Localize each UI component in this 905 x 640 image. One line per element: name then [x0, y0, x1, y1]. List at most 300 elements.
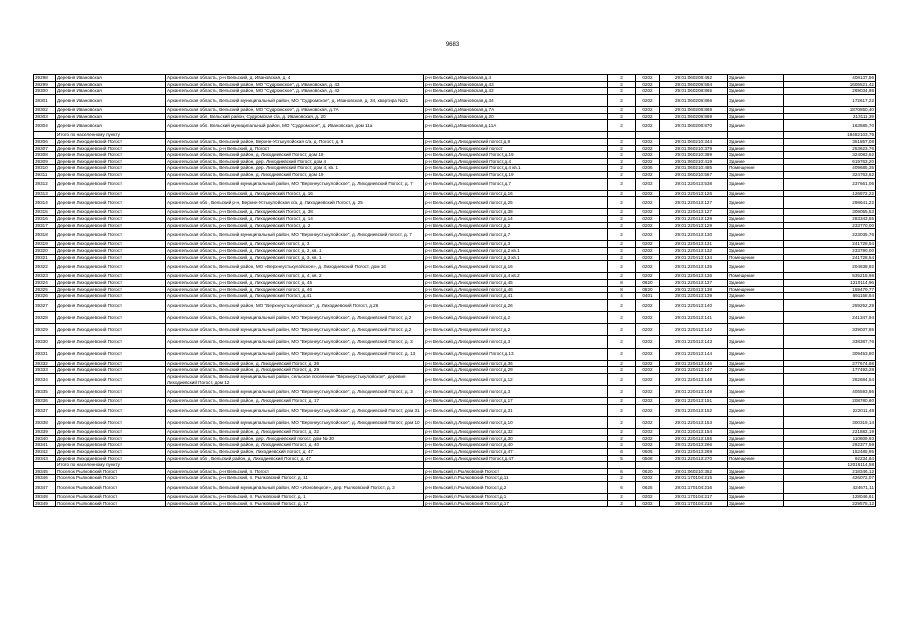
subgroup-cell: 0202 [636, 81, 660, 88]
table-row [34, 367, 876, 374]
subgroup-cell: 0820 [636, 286, 660, 293]
group-cell: 8 [608, 280, 636, 287]
group-cell [608, 462, 636, 469]
cadastral-number-cell: 29:01:060208:584 [660, 81, 728, 88]
row-number-cell: 39335 [34, 386, 56, 398]
subgroup-cell: 0202 [636, 348, 660, 360]
settlement-cell: Деревня Лиходиевский Погост [56, 386, 166, 398]
table-row [34, 324, 876, 336]
table-row [34, 94, 876, 106]
cadastral-number-cell: 29:01:220413:137 [660, 280, 728, 287]
cadastral-value-cell: 408137,56 [784, 75, 876, 82]
settlement-cell: Деревня Лиходиевский Погост [56, 261, 166, 273]
address-cell: Архангельская область, р-н Вельский, п. Рылковский Погост, д. 11 [166, 475, 424, 482]
row-number-cell: 39301 [34, 94, 56, 106]
cadastral-number-cell: 29:01:060208:869 [660, 113, 728, 120]
object-type-cell: Здание [728, 449, 784, 456]
subgroup-cell: 0202 [636, 500, 660, 507]
address-cell: Архангельская область, Вельский муниципальный район, МО "Верхнеустькулойское", д. Лиходиевский Погост, дом 10 [166, 417, 424, 429]
cadastral-value-cell: 292377,59 [784, 442, 876, 449]
address-cell: Архангельская область, р-н Вельский, д. Лиходиевский Погост, д. 14 [166, 216, 424, 223]
settlement-cell: Деревня Лиходиевский Погост [56, 197, 166, 209]
table-row [34, 248, 876, 255]
group-cell: 4 [608, 293, 636, 300]
subgroup-cell: 0508 [636, 455, 660, 462]
table-row [34, 152, 876, 159]
settlement-cell: Деревня Лиходиевский Погост [56, 229, 166, 241]
location-cell: р-н Вельский,д.Ивановская,д.20 [424, 113, 608, 120]
row-number-cell: 39304 [34, 120, 56, 132]
table-row [34, 229, 876, 241]
cadastral-number-cell: 29:01:170104:218 [660, 500, 728, 507]
row-number-cell: 39319 [34, 241, 56, 248]
object-type-cell: Здание [728, 88, 784, 95]
cadastral-number-cell: 29:01:060210:485 [660, 165, 728, 172]
row-number-cell: 39320 [34, 248, 56, 255]
settlement-cell: Деревня Лиходиевский Погост [56, 442, 166, 449]
row-number-cell: 39346 [34, 475, 56, 482]
cadastral-number-cell: 29:01:220413:153 [660, 417, 728, 429]
subgroup-cell: 0202 [636, 152, 660, 159]
cadastral-number-cell: 29:01:060208:462 [660, 75, 728, 82]
group-cell: 2 [608, 417, 636, 429]
cadastral-value-cell: 92234,84 [784, 455, 876, 462]
object-type-cell: Здание [728, 241, 784, 248]
group-cell: 2 [608, 152, 636, 159]
table-row [34, 261, 876, 273]
row-number-cell: 39334 [34, 373, 56, 385]
table-row [34, 311, 876, 323]
table-row [34, 299, 876, 311]
cadastral-value-cell: 152485,95 [784, 449, 876, 456]
settlement-cell: Деревня Ивановская [56, 94, 166, 106]
location-cell: р-н Вельский,д.Лиходиевский Погост,д.19 [424, 171, 608, 178]
cadastral-value-cell: 237661,06 [784, 178, 876, 190]
table-row [34, 468, 876, 475]
cadastral-value-cell: 222011,48 [784, 404, 876, 416]
table-row [34, 360, 876, 367]
row-number-cell: 39339 [34, 429, 56, 436]
cadastral-number-cell: 29:01:220413:126 [660, 190, 728, 197]
settlement-cell: Поселок Рылковский Погост [56, 475, 166, 482]
location-cell: р-н Вельский,д.Лиходиевский погост,д.36 [424, 360, 608, 367]
object-type-cell: Здание [728, 435, 784, 442]
table-row [34, 435, 876, 442]
table-row [34, 138, 876, 145]
settlement-cell: Деревня Лиходиевский Погост [56, 299, 166, 311]
group-cell: 2 [608, 216, 636, 223]
object-type-cell: Здание [728, 113, 784, 120]
location-cell: р-н Вельский,д.Лиходиевский погост,д.17 [424, 398, 608, 405]
cadastral-value-cell: 269034,98 [784, 88, 876, 95]
row-number-cell: 39340 [34, 435, 56, 442]
address-cell: Архангельская обл. Вельский муниципальный район, МО "Судромское", д. Ивановская, дом 11а [166, 120, 424, 132]
table-row [34, 348, 876, 360]
location-cell: р-н Вельский,п.Рылковский Погост,д.1 [424, 494, 608, 501]
address-cell: Архангельская область, Вельский район, д. Лиходиевский Погост, д. 40 [166, 442, 424, 449]
address-cell: Архангельская область, Вельский район, дер. Лиходиевский погост, дом № 30 [166, 435, 424, 442]
subgroup-cell: 0202 [636, 404, 660, 416]
location-cell: р-н Вельский,д.Лиходиевский Погост,д.4 [424, 158, 608, 165]
cadastral-value-cell: 213111,39 [784, 113, 876, 120]
subgroup-cell: 0202 [636, 190, 660, 197]
cadastral-value-cell: 324083,62 [784, 152, 876, 159]
subgroup-cell: 0202 [636, 158, 660, 165]
group-cell: 6 [608, 482, 636, 494]
subgroup-cell: 0206 [636, 165, 660, 172]
cadastral-value-cell: 426072,07 [784, 475, 876, 482]
cadastral-value-cell: 204638,92 [784, 261, 876, 273]
address-cell: Архангельская область, р-н Вельский, д. Лиходиевский Погост, д. 2 [166, 222, 424, 229]
row-number-cell: 39298 [34, 75, 56, 82]
table-row [34, 106, 876, 113]
location-cell: р-н Вельский,д.Лиходиевский погост,д.10 [424, 417, 608, 429]
group-cell: 2 [608, 248, 636, 255]
group-cell: 2 [608, 229, 636, 241]
settlement-cell: Деревня Лиходиевский Погост [56, 367, 166, 374]
cadastral-number-cell: 29:01:220413:147 [660, 367, 728, 374]
cadastral-number-cell: 29:01:220413:270 [660, 455, 728, 462]
cadastral-value-cell: 409685,35 [784, 165, 876, 172]
group-cell: 2 [608, 500, 636, 507]
group-cell: 2 [608, 386, 636, 398]
object-type-cell: Здание [728, 386, 784, 398]
cadastral-number-cell: 29:01:220413:140 [660, 299, 728, 311]
object-type-cell: Здание [728, 158, 784, 165]
cadastral-value-cell: 1210114,96 [784, 280, 876, 287]
table-row [34, 254, 876, 261]
table-row [34, 286, 876, 293]
object-type-cell: Помещение [728, 286, 784, 293]
address-cell [166, 462, 424, 469]
cadastral-number-cell: 29:01:220413:132 [660, 248, 728, 255]
cadastral-value-cell: 405593,86 [784, 386, 876, 398]
object-type-cell: Здание [728, 475, 784, 482]
subgroup-cell [636, 462, 660, 469]
location-cell: р-н Вельский,д.Лиходиевский Погост,д.19 [424, 152, 608, 159]
cadastral-value-cell: 18482103,75 [784, 132, 876, 139]
group-cell: 2 [608, 367, 636, 374]
row-number-cell: 39345 [34, 468, 56, 475]
address-cell: Архангельская область, Вельский муниципальный район, МО «Ионовецкое», дер. Рылковский Погост, д. 2 [166, 482, 424, 494]
row-number-cell: 39333 [34, 367, 56, 374]
object-type-cell: Здание [728, 373, 784, 385]
settlement-cell: Деревня Лиходиевский Погост [56, 209, 166, 216]
subgroup-cell: 0202 [636, 241, 660, 248]
cadastral-value-cell: 424671,11 [784, 482, 876, 494]
object-type-cell [728, 132, 784, 139]
subgroup-cell: 0202 [636, 324, 660, 336]
group-cell: 2 [608, 261, 636, 273]
settlement-cell: Деревня Ивановская [56, 81, 166, 88]
group-cell: 2 [608, 75, 636, 82]
cadastral-number-cell: 29:01:220413:135 [660, 261, 728, 273]
table-row [34, 216, 876, 223]
table-row [34, 398, 876, 405]
address-cell: Архангельская область, Вельский район, дер. Лиходиевский Погост, дом 4, кв. 1 [166, 165, 424, 172]
settlement-cell: Деревня Ивановская [56, 106, 166, 113]
cadastral-value-cell: 338387,76 [784, 336, 876, 348]
address-cell: Архангельская область, Вельский район, д. Лиходиевский Погост, д. 32 [166, 429, 424, 436]
settlement-cell: Итого по населенному пункту [56, 462, 166, 469]
settlement-cell: Деревня Лиходиевский Погост [56, 145, 166, 152]
subgroup-cell: 0202 [636, 273, 660, 280]
object-type-cell: Здание [728, 442, 784, 449]
cadastral-number-cell: 29:01:060208:870 [660, 120, 728, 132]
settlement-cell: Деревня Лиходиевский Погост [56, 449, 166, 456]
page-number: 9683 [445, 42, 460, 48]
row-number-cell: 39326 [34, 293, 56, 300]
cadastral-value-cell: 324763,62 [784, 171, 876, 178]
location-cell: р-н Вельский,д.Лиходиевский погост,д.25 [424, 197, 608, 209]
location-cell: р-н Вельский,д.Лиходиевский погост,д.2 кв.1 [424, 248, 608, 255]
cadastral-number-cell [660, 462, 728, 469]
location-cell [424, 462, 608, 469]
group-cell: 2 [608, 373, 636, 385]
settlement-cell: Деревня Лиходиевский Погост [56, 348, 166, 360]
table-row [34, 88, 876, 95]
location-cell: р-н Вельский,д.Лиходиевский погост,д.41 [424, 293, 608, 300]
subgroup-cell: 0202 [636, 120, 660, 132]
object-type-cell: Здание [728, 248, 784, 255]
location-cell: р-н Вельский,д.Лиходиевский погост [424, 145, 608, 152]
address-cell: Архангельская область, р-н Вельский, д. Лиходиевский погост, д. 3 [166, 241, 424, 248]
settlement-cell: Деревня Лиходиевский Погост [56, 190, 166, 197]
object-type-cell: Здание [728, 293, 784, 300]
group-cell: 2 [608, 398, 636, 405]
cadastral-number-cell: 29:01:220413:155 [660, 435, 728, 442]
subgroup-cell: 0202 [636, 429, 660, 436]
object-type-cell: Помещение [728, 165, 784, 172]
settlement-cell: Поселок Рылковский Погост [56, 482, 166, 494]
group-cell: 2 [608, 273, 636, 280]
object-type-cell: Здание [728, 81, 784, 88]
object-type-cell: Здание [728, 261, 784, 273]
settlement-cell: Деревня Лиходиевский Погост [56, 222, 166, 229]
object-type-cell: Здание [728, 94, 784, 106]
subgroup-cell: 0202 [636, 386, 660, 398]
object-type-cell: Здание [728, 367, 784, 374]
row-number-cell: 39322 [34, 261, 56, 273]
row-number-cell: 39310 [34, 165, 56, 172]
subgroup-cell: 0202 [636, 113, 660, 120]
table-row [34, 280, 876, 287]
table-row [34, 171, 876, 178]
table-row [34, 81, 876, 88]
settlement-cell: Деревня Лиходиевский Погост [56, 138, 166, 145]
table-row [34, 222, 876, 229]
address-cell: Архангельская область, Вельский район, МО "Судромское", д. Ивановская, д. 42 [166, 88, 424, 95]
object-type-cell: Здание [728, 417, 784, 429]
cadastral-number-cell: 29:01:220413:138 [660, 286, 728, 293]
settlement-cell: Деревня Лиходиевский Погост [56, 455, 166, 462]
subgroup-cell: 0202 [636, 209, 660, 216]
location-cell: р-н Вельский,д.Лиходиевский погост,д.30 [424, 435, 608, 442]
group-cell: 2 [608, 324, 636, 336]
address-cell: Архангельская область, Вельский район, Верхне-Устькулойская с/а, д. Погост, д. 9 [166, 138, 424, 145]
subgroup-cell: 0625 [636, 482, 660, 494]
location-cell: р-н Вельский,д.Лиходиевский погост,д.12 [424, 373, 608, 385]
location-cell: р-н Вельский,д.Лиходиевский Погост,д.4 кв.1 [424, 165, 608, 172]
cadastral-number-cell: 29:01:220413:128 [660, 216, 728, 223]
object-type-cell: Здание [728, 138, 784, 145]
settlement-cell: Деревня Лиходиевский Погост [56, 216, 166, 223]
settlement-cell: Деревня Ивановская [56, 88, 166, 95]
address-cell [166, 132, 424, 139]
row-number-cell: 39318 [34, 229, 56, 241]
subgroup-cell: 0202 [636, 261, 660, 273]
group-cell: 2 [608, 178, 636, 190]
location-cell: р-н Вельский,д.Ивановская,д.7А [424, 106, 608, 113]
location-cell: р-н Вельский,д.Лиходиевский погост,д.16 [424, 190, 608, 197]
cadastral-number-cell: 29:01:220413:144 [660, 348, 728, 360]
object-type-cell: Помещение [728, 254, 784, 261]
cadastral-number-cell: 29:01:220413:154 [660, 429, 728, 436]
group-cell: 2 [608, 209, 636, 216]
subgroup-cell: 0202 [636, 75, 660, 82]
row-number-cell: 39313 [34, 190, 56, 197]
cadastral-number-cell: 29:01:060208:865 [660, 88, 728, 95]
object-type-cell: Здание [728, 348, 784, 360]
group-cell: 2 [608, 81, 636, 88]
cadastral-number-cell: 29:01:220413:151 [660, 398, 728, 405]
cadastral-number-cell: 29:01:170104:216 [660, 482, 728, 494]
object-type-cell: Здание [728, 494, 784, 501]
location-cell: р-н Вельский,п.Рылковский Погост [424, 468, 608, 475]
cadastral-number-cell: 29:01:060210:419 [660, 158, 728, 165]
address-cell: Архангельская область, Вельский район, д. Лиходиевский Погост, д. 29 [166, 367, 424, 374]
group-cell: 2 [608, 171, 636, 178]
table-row [34, 500, 876, 507]
row-number-cell: 39332 [34, 360, 56, 367]
table-row [34, 429, 876, 436]
object-type-cell: Здание [728, 311, 784, 323]
address-cell: Архангельская область, Вельский район, д. Лиходиевский Погост, д. 36 [166, 360, 424, 367]
group-cell [608, 132, 636, 139]
row-number-cell: 39303 [34, 113, 56, 120]
address-cell: Архангельская область, р-н Вельский, д. Лиходиевский погост, д. 45 [166, 280, 424, 287]
location-cell: р-н Вельский,д.Лиходиевский Погост,д.7 [424, 178, 608, 190]
table-row [34, 158, 876, 165]
settlement-cell: Деревня Лиходиевский Погост [56, 324, 166, 336]
subgroup-cell: 0202 [636, 138, 660, 145]
table-row [34, 442, 876, 449]
address-cell: Архангельская область, Вельский муниципальный район, МО "Судромское", д. Ивановская, д. 34, квартира №21 [166, 94, 424, 106]
settlement-cell: Деревня Лиходиевский Погост [56, 273, 166, 280]
location-cell: р-н Вельский,д.Лиходиевский погост,д.4 кв.2 [424, 273, 608, 280]
object-type-cell: Помещение [728, 273, 784, 280]
object-type-cell: Здание [728, 190, 784, 197]
location-cell: р-н Вельский,д.Лиходиевский погост,д.2 [424, 311, 608, 323]
address-cell: Архангельская обл, Вельский район, Судромская с/а, д. Ивановская, д. 20 [166, 113, 424, 120]
subgroup-cell: 0202 [636, 178, 660, 190]
cadastral-number-cell: 29:01:220413:131 [660, 241, 728, 248]
settlement-cell: Деревня Ивановская [56, 120, 166, 132]
location-cell: р-н Вельский,д.Лиходиевский погост,д.2 [424, 324, 608, 336]
address-cell: Архангельская область, р-н Вельский, п. Рылковский Погост, д. 17 [166, 500, 424, 507]
subgroup-cell: 0202 [636, 248, 660, 255]
subgroup-cell: 0202 [636, 367, 660, 374]
row-number-cell: 39349 [34, 500, 56, 507]
location-cell: р-н Вельский,д.Лиходиевский погост,д.3 [424, 241, 608, 248]
row-number-cell: 39306 [34, 138, 56, 145]
subgroup-cell: 0202 [636, 216, 660, 223]
table-row [34, 404, 876, 416]
cadastral-number-cell: 29:01:060210:344 [660, 138, 728, 145]
settlement-cell: Поселок Рылковский Погост [56, 500, 166, 507]
settlement-cell: Деревня Лиходиевский Погост [56, 152, 166, 159]
cadastral-number-cell: 29:01:220413:149 [660, 386, 728, 398]
row-number-cell: 39337 [34, 404, 56, 416]
settlement-cell: Деревня Лиходиевский Погост [56, 254, 166, 261]
cadastral-value-cell: 172617,22 [784, 94, 876, 106]
table-row [34, 190, 876, 197]
location-cell: р-н Вельский,п.Рылковский Погост,д.2 [424, 482, 608, 494]
cadastral-value-cell: 221882,19 [784, 429, 876, 436]
object-type-cell: Здание [728, 500, 784, 507]
row-number-cell: 39347 [34, 482, 56, 494]
table-row [34, 373, 876, 385]
location-cell: р-н Вельский,д.Лиходиевский Погост,д.13 [424, 348, 608, 360]
address-cell: Архангельская область, р-н Вельский, п. Погост [166, 468, 424, 475]
address-cell: Архангельская область, Вельский муниципальный район, МО "Верхнеустькулойское", д. Лиходиевский Погост, д. 3 [166, 336, 424, 348]
table-row [34, 165, 876, 172]
location-cell: р-н Вельский,д.Лиходиевский погост,д.40 [424, 442, 608, 449]
cadastral-number-cell: 29:01:220413:129 [660, 222, 728, 229]
cadastral-number-cell: 29:01:060210:567 [660, 171, 728, 178]
object-type-cell: Здание [728, 336, 784, 348]
object-type-cell: Здание [728, 482, 784, 494]
location-cell: р-н Вельский,д.Лиходиевский Погост,д.47 [424, 455, 608, 462]
cadastral-value-cell: 339037,85 [784, 324, 876, 336]
object-type-cell: Здание [728, 324, 784, 336]
settlement-cell: Поселок Рылковский Погост [56, 468, 166, 475]
settlement-cell: Итого по населенному пункту [56, 132, 166, 139]
group-cell: 6 [608, 468, 636, 475]
group-cell: 2 [608, 435, 636, 442]
cadastral-value-cell: 309453,80 [784, 348, 876, 360]
location-cell: р-н Вельский,д.Лиходиевский погост,д.7 [424, 229, 608, 241]
settlement-cell: Поселок Рылковский Погост [56, 494, 166, 501]
subgroup-cell: 0202 [636, 417, 660, 429]
object-type-cell: Здание [728, 429, 784, 436]
subtotal-row [34, 132, 876, 139]
object-type-cell: Здание [728, 404, 784, 416]
cadastral-value-cell: 177493,28 [784, 367, 876, 374]
cadastral-value-cell: 283343,55 [784, 216, 876, 223]
subgroup-cell: 0202 [636, 197, 660, 209]
cadastral-number-cell: 29:01:170104:217 [660, 494, 728, 501]
address-cell: Архангельская область, Вельский район, д. Лиходиевский Погост, дом 19 [166, 171, 424, 178]
location-cell: р-н Вельский,д.Лиходиевский погост,д.14 [424, 216, 608, 223]
subgroup-cell: 0202 [636, 145, 660, 152]
cadastral-value-cell: 229575,12 [784, 500, 876, 507]
group-cell: 2 [608, 222, 636, 229]
settlement-cell: Деревня Лиходиевский Погост [56, 435, 166, 442]
table-row [34, 475, 876, 482]
subgroup-cell: 0202 [636, 494, 660, 501]
object-type-cell: Здание [728, 222, 784, 229]
subgroup-cell: 0202 [636, 299, 660, 311]
cadastral-value-cell: 282684,54 [784, 373, 876, 385]
location-cell: р-н Вельский,д.Лиходиевский погост,д.3 кв.1 [424, 254, 608, 261]
address-cell: Архангельская область, Вельский муниципальный район, МО "Верхнеустькулойское", д. Лиходиевский Погост, д. 7 [166, 178, 424, 190]
object-type-cell: Здание [728, 152, 784, 159]
object-type-cell: Здание [728, 171, 784, 178]
settlement-cell: Деревня Лиходиевский Погост [56, 404, 166, 416]
settlement-cell: Деревня Лиходиевский Погост [56, 158, 166, 165]
cadastral-number-cell: 29:01:220413:130 [660, 229, 728, 241]
